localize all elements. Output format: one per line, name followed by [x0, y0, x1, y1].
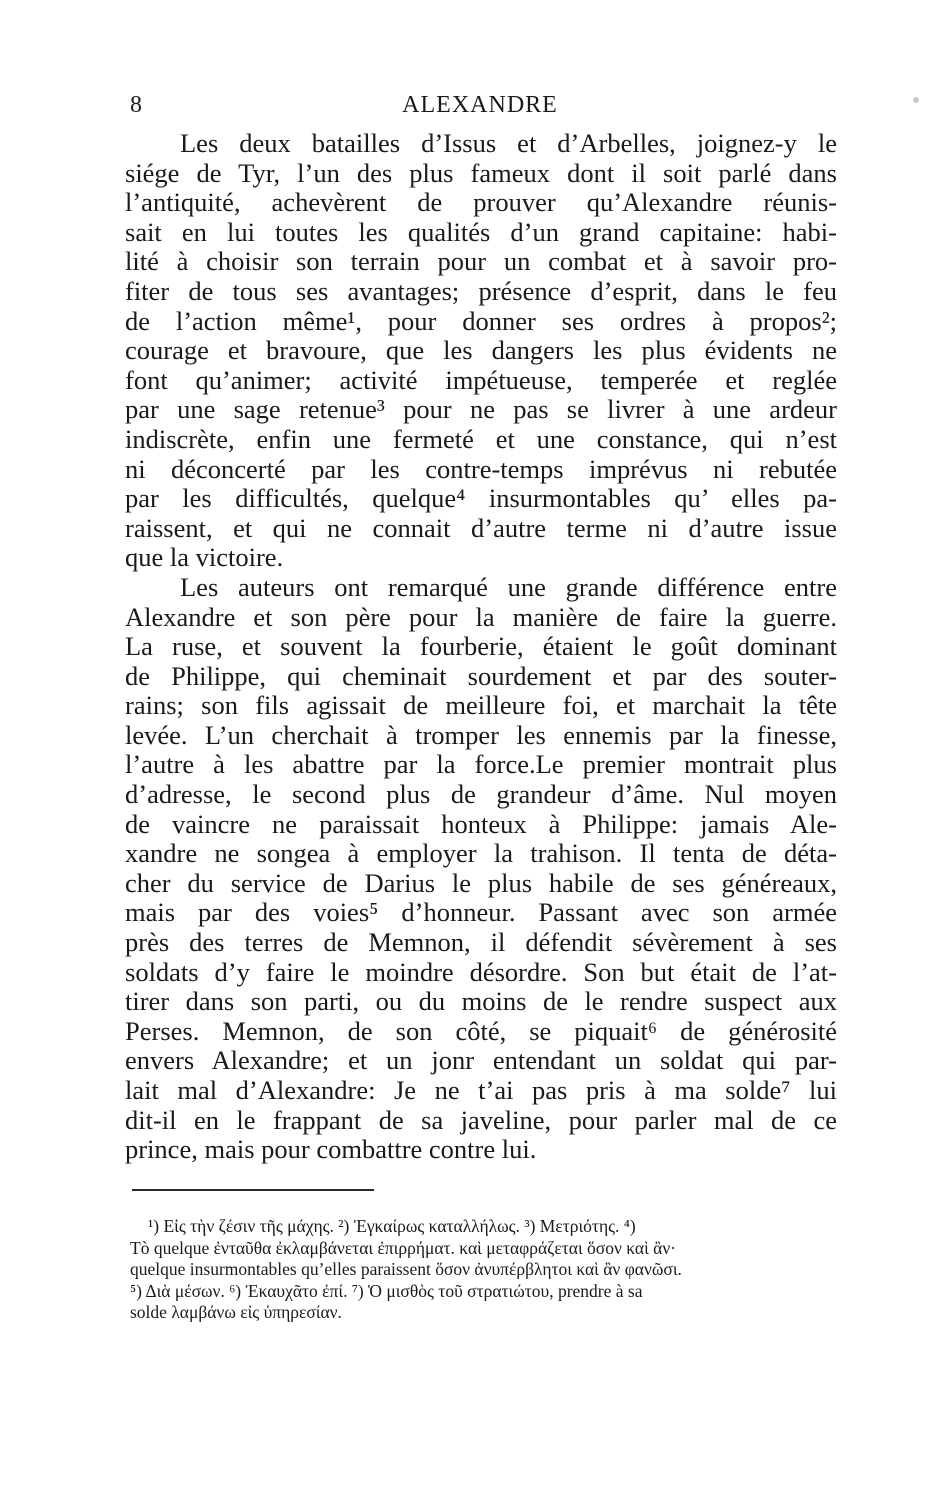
body-line: soldats d’y faire le moindre désordre. Son but était de l’at- — [125, 956, 837, 987]
footnote-line: ⁵) Διὰ μέσων. ⁶) Ἐκαυχᾶτο ἐπί. ⁷) Ὁ μισθὸς τοῦ στρατιώτου, prendre à sa — [130, 1280, 643, 1301]
body-line: de Philippe, qui cheminait sourdement et par des souter- — [125, 660, 837, 691]
body-line: de l’action même¹, pour donner ses ordres à propos²; — [125, 305, 837, 336]
body-line: raissent, et qui ne connait d’autre terme ni d’autre issue — [125, 512, 837, 543]
body-line: Perses. Memnon, de son côté, se piquait⁶ de générosité — [125, 1015, 837, 1046]
body-line: prince, mais pour combattre contre lui. — [125, 1134, 537, 1165]
body-line: Alexandre et son père pour la manière de faire la guerre. — [125, 601, 837, 632]
body-line: cher du service de Darius le plus habile de ses généreaux, — [125, 867, 837, 898]
body-line: l’autre à les abattre par la force.Le premier montrait plus — [125, 749, 837, 780]
body-line: de vaincre ne paraissait honteux à Philippe: jamais Ale- — [125, 808, 837, 839]
body-line: ni déconcerté par les contre-temps imprévus ni rebutée — [125, 453, 837, 484]
body-line: lait mal d’Alexandre: Je ne t’ai pas pris à ma solde⁷ lui — [125, 1075, 837, 1105]
body-line: xandre ne songea à employer la trahison. Il tenta de déta- — [125, 838, 837, 869]
body-line: dit-il en le frappant de sa javeline, pour parler mal de ce — [125, 1104, 837, 1135]
footnote-line: Tò quelque ἐνταῦθα ἐκλαμβάνεται ἐπιρρήματ. καὶ μεταφράζεται ὅσον καὶ ἂν· — [130, 1237, 677, 1258]
body-line: envers Alexandre; et un jonr entendant un soldat qui par- — [125, 1045, 837, 1076]
footnote-line: ¹) Εἰς τὴν ζέσιν τῆς μάχης. ²) Ἐγκαίρως καταλλήλως. ³) Μετριότης. ⁴) — [148, 1216, 636, 1236]
body-text — [125, 129, 837, 1165]
body-line: Les deux batailles d’Issus et d’Arbelles, joignez-y le — [180, 128, 837, 158]
body-line: rains; son fils agissait de meilleure foi, et marchait la tête — [125, 690, 837, 721]
body-line: courage et bravoure, que les dangers les plus évidents ne — [125, 335, 837, 366]
body-line: que la victoire. — [125, 542, 284, 573]
body-line: fiter de tous ses avantages; présence d’esprit, dans le feu — [125, 275, 837, 306]
footnotes — [130, 1216, 816, 1324]
running-title: ALEXANDRE — [402, 92, 558, 118]
page-number: 8 — [130, 92, 142, 118]
footnote-line: solde λαμβάνω εἰς ὑπηρεσίαν. — [130, 1302, 342, 1322]
paper-spot — [913, 97, 919, 103]
body-line: tirer dans son parti, ou du moins de le rendre suspect aux — [125, 986, 837, 1017]
body-line: La ruse, et souvent la fourberie, étaient le goût dominant — [125, 631, 837, 662]
body-line: levée. L’un cherchait à tromper les ennemis par la finesse, — [125, 719, 837, 750]
body-line: par les difficultés, quelque⁴ insurmontables qu’ elles pa- — [125, 483, 837, 514]
body-line: l’antiquité, achevèrent de prouver qu’Alexandre réunis- — [125, 187, 837, 218]
body-line: lité à choisir son terrain pour un combat et à savoir pro- — [125, 246, 837, 277]
body-line: près des terres de Memnon, il défendit sévèrement à ses — [125, 927, 837, 958]
footnote-line: quelque insurmontables qu’elles paraissent ὅσον ἀνυπέρβλητοι καὶ ἂν φανῶσι. — [130, 1259, 682, 1279]
body-line: sait en lui toutes les qualités d’un grand capitaine: habi- — [125, 216, 837, 247]
body-line: font qu’animer; activité impétueuse, temperée et reglée — [125, 364, 837, 395]
body-line: d’adresse, le second plus de grandeur d’âme. Nul moyen — [125, 779, 837, 810]
body-line: mais par des voies⁵ d’honneur. Passant avec son armée — [125, 897, 837, 928]
running-head — [130, 92, 830, 122]
body-line: par une sage retenue³ pour ne pas se livrer à une ardeur — [125, 394, 837, 425]
body-line: siége de Tyr, l’un des plus fameux dont il soit parlé dans — [125, 157, 837, 188]
body-line: indiscrète, enfin une fermeté et une constance, qui n’est — [125, 423, 837, 454]
body-line: Les auteurs ont remarqué une grande différence entre — [180, 571, 837, 602]
footnote-rule — [132, 1189, 374, 1191]
